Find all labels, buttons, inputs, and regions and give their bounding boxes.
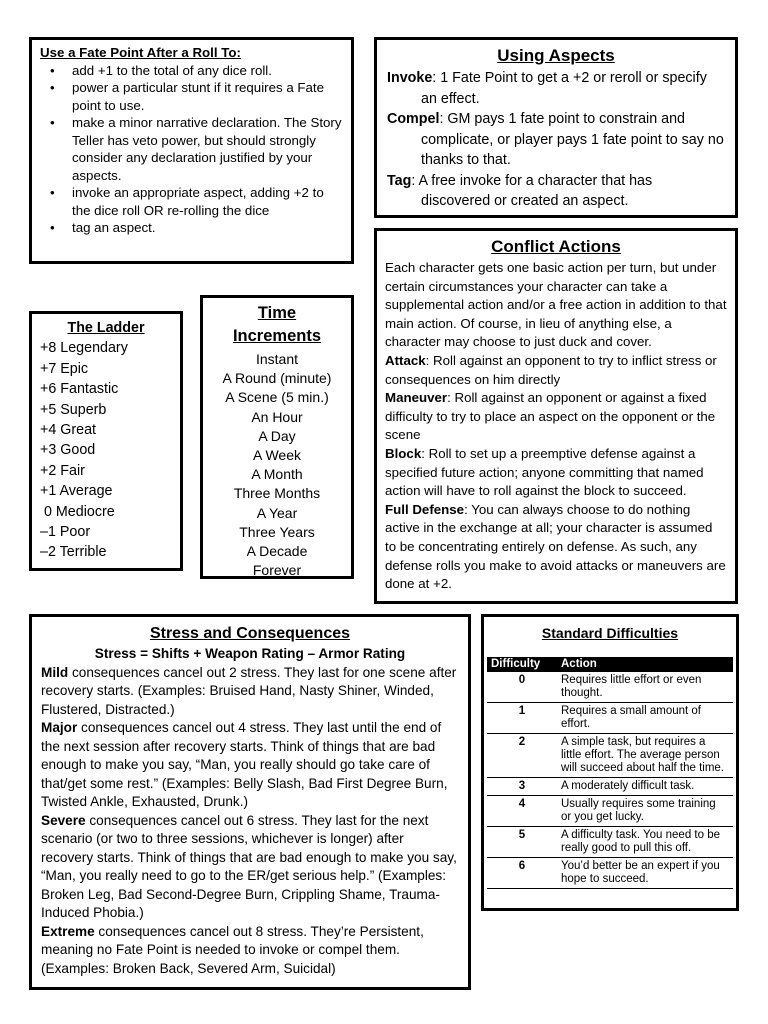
fate-point-item: • tag an aspect. <box>40 219 343 237</box>
time-item: A Decade <box>246 543 308 560</box>
difficulty-level: 0 <box>487 672 557 703</box>
difficulties-table <box>487 657 733 889</box>
ladder-list <box>40 338 172 562</box>
aspect-text: : GM pays 1 fate point to constrain and complicate, or player pays 1 fate point to say no thanks to that. <box>421 111 724 168</box>
time-item: An Hour <box>251 408 303 425</box>
time-item: A Round (minute) <box>222 370 332 387</box>
stress-text: consequences cancel out 2 stress. They last for one scene after recovery starts. (Examples: Bruised Hand, Nasty Shiner, Winded, Flustered, Distracted.) <box>41 664 457 717</box>
difficulty-action: A moderately difficult task. <box>557 778 733 796</box>
fate-point-list <box>40 62 343 237</box>
difficulty-action: Usually requires some training or you get lucky. <box>557 796 733 827</box>
fate-point-item: • make a minor narrative declaration. The Story Teller has veto power, but should strongly consider any declaration justified by your aspects. <box>40 114 343 184</box>
stress-formula: Stress = Shifts + Weapon Rating – Armor Rating <box>94 646 406 661</box>
aspects-title: Using Aspects <box>497 46 615 65</box>
conflict-term: Attack <box>385 352 426 368</box>
ladder-item: +8 Legendary <box>40 340 128 357</box>
time-item: Forever <box>252 562 302 579</box>
time-title: Time Increments <box>232 304 322 345</box>
aspects-list <box>387 68 725 212</box>
conflict-text: : Roll against an opponent or against a fixed difficulty to try to place an aspect on the opponent or the scene <box>385 390 716 443</box>
difficulty-action: Requires a small amount of effort. <box>557 703 733 734</box>
difficulty-row <box>487 827 733 858</box>
conflict-list <box>385 352 727 594</box>
aspect-term: Invoke <box>387 70 433 86</box>
difficulty-row <box>487 778 733 796</box>
conflict-entry <box>385 389 727 445</box>
conflict-term: Full Defense <box>385 501 465 517</box>
stress-text: consequences cancel out 6 stress. They last for the next scenario (or two to three sessions, whichever is longer) after recovery starts. Think of things that are bad enough to make you say, “Man, you really need to go to the ER/get serious help.” (Examples: Broken Leg, Bad Second-Degree Burn, Crippling Shame, Trauma-Induced Phobia.) <box>41 812 457 920</box>
aspect-entry <box>387 109 725 171</box>
difficulties-header-row <box>487 657 733 672</box>
difficulty-header: Difficulty <box>487 657 557 672</box>
stress-entry <box>41 923 459 979</box>
stress-title: Stress and Consequences <box>149 625 351 642</box>
aspects-box <box>374 37 738 218</box>
aspect-text: : A free invoke for a character that has discovered or created an aspect. <box>411 172 653 209</box>
stress-text: consequences cancel out 4 stress. They last until the end of the next session after recovery starts. Think of things that are bad enough to make you say, “Man, you really should go take care of that/get some rest.” (Examples: Belly Slash, Bad First Degree Burn, Twisted Ankle, Exhausted, Drunk.) <box>41 720 448 809</box>
conflict-text: : Roll against an opponent to try to inflict stress or consequences on him directly <box>385 352 717 387</box>
aspect-term: Tag <box>387 172 412 189</box>
time-item: A Year <box>256 504 298 521</box>
stress-term: Extreme <box>41 923 95 939</box>
fate-point-item: • add +1 to the total of any dice roll. <box>40 62 343 80</box>
ladder-item: 0 Mediocre <box>40 503 115 520</box>
ladder-item: +5 Superb <box>40 401 107 418</box>
difficulty-level: 4 <box>487 796 557 827</box>
aspect-entry <box>387 171 725 212</box>
aspect-term: Compel <box>387 111 440 127</box>
time-item: A Day <box>258 427 296 444</box>
fate-point-title: Use a Fate Point After a Roll To: <box>40 45 241 60</box>
difficulty-row <box>487 672 733 703</box>
stress-entry <box>41 719 459 812</box>
difficulty-level: 3 <box>487 778 557 796</box>
conflict-text: : Roll to set up a preemptive defense against a specified future action; anyone committing that named action will have to roll against the block to succeed. <box>385 445 704 499</box>
difficulty-action: Requires little effort or even thought. <box>557 672 733 703</box>
time-item: Three Years <box>239 523 315 540</box>
difficulty-action: A difficulty task. You need to be really good to pull this off. <box>557 827 733 858</box>
aspect-entry <box>387 68 725 109</box>
ladder-item: +1 Average <box>40 483 113 500</box>
fate-point-item: • power a particular stunt if it requires a Fate point to use. <box>40 79 343 114</box>
difficulty-level: 5 <box>487 827 557 858</box>
action-header: Action <box>557 657 733 672</box>
stress-term: Major <box>41 720 78 735</box>
stress-list <box>41 664 459 979</box>
difficulties-title: Standard Difficulties <box>541 625 679 641</box>
difficulty-row <box>487 734 733 778</box>
ladder-box <box>29 311 183 571</box>
conflict-entry <box>385 445 727 501</box>
ladder-title: The Ladder <box>67 320 145 336</box>
stress-text: consequences cancel out 8 stress. They’re Persistent, meaning no Fate Point is needed to invoke or compel them. (Examples: Broken Back, Severed Arm, Suicidal) <box>41 923 424 976</box>
ladder-item: +7 Epic <box>40 360 89 377</box>
time-box <box>200 295 354 579</box>
difficulty-action: A simple task, but requires a little effort. The average person will succeed about half the time. <box>557 734 733 778</box>
difficulty-row <box>487 858 733 889</box>
time-item: A Week <box>253 447 301 464</box>
fate-point-item: • invoke an appropriate aspect, adding +2 to the dice roll OR re-rolling the dice <box>40 184 343 219</box>
conflict-term: Block <box>385 445 422 461</box>
time-item: Instant <box>255 351 299 367</box>
conflict-intro: Each character gets one basic action per turn, but under certain circumstances your character can take a supplemental action and/or a free action in addition to that main action. Of course, in lieu of anything else, a character may choose to just duck and cover. <box>385 260 727 350</box>
fate-point-box <box>29 37 354 264</box>
stress-term: Mild <box>41 664 69 680</box>
time-item: Three Months <box>233 485 321 502</box>
difficulty-row <box>487 796 733 827</box>
conflict-box <box>374 228 738 604</box>
difficulties-box <box>481 614 739 911</box>
difficulty-row <box>487 703 733 734</box>
ladder-item: +3 Good <box>40 442 96 459</box>
ladder-item: –2 Terrible <box>40 544 107 561</box>
ladder-item: +6 Fantastic <box>40 381 119 398</box>
difficulty-action: You’d better be an expert if you hope to succeed. <box>557 858 733 889</box>
conflict-title: Conflict Actions <box>491 237 621 256</box>
difficulty-level: 6 <box>487 858 557 889</box>
conflict-entry <box>385 501 727 594</box>
ladder-item: +2 Fair <box>40 462 85 479</box>
time-item: A Scene (5 min.) <box>225 389 329 406</box>
conflict-term: Maneuver <box>385 390 448 406</box>
stress-box <box>29 614 471 990</box>
stress-entry <box>41 812 459 923</box>
stress-entry <box>41 664 459 720</box>
ladder-item: –1 Poor <box>40 524 91 541</box>
time-list <box>207 350 347 580</box>
conflict-entry <box>385 352 727 389</box>
ladder-item: +4 Great <box>40 422 97 439</box>
difficulty-level: 1 <box>487 703 557 734</box>
conflict-text: : You can always choose to do nothing active in the exchange at all; your character is assumed to be concentrating entirely on defense. As such, any defense rolls you make to avoid attacks or maneuvers are done at +2. <box>385 501 726 592</box>
stress-term: Severe <box>41 812 86 828</box>
aspect-text: : 1 Fate Point to get a +2 or reroll or specify an effect. <box>421 70 707 107</box>
time-item: A Month <box>251 466 303 483</box>
difficulty-level: 2 <box>487 734 557 778</box>
